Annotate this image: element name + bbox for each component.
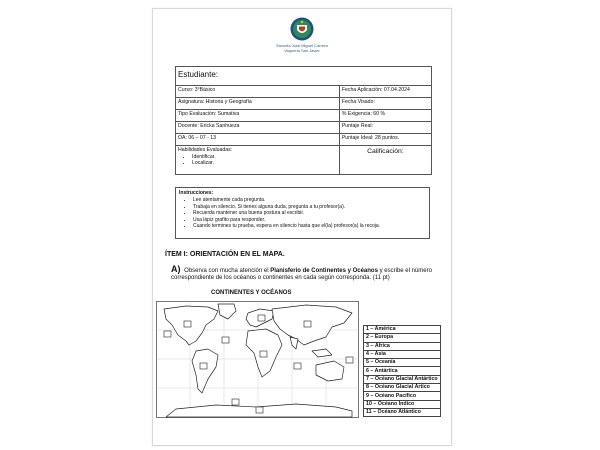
exigencia-cell: % Exigencia: 60 %	[339, 110, 431, 122]
school-location: Vaqueria San Javier	[284, 48, 320, 53]
legend-item: 10 – Océano Índico	[364, 400, 441, 408]
legend-item: 7 – Océano Glacial Antártico	[364, 375, 441, 383]
legend-table	[363, 325, 441, 417]
habilidad-item: • Localizar.	[192, 160, 337, 166]
answer-box	[260, 351, 267, 357]
habilidades-cell	[176, 146, 340, 175]
instructions-title: Instrucciones:	[179, 190, 214, 196]
curso-cell: Curso: 3°Básico	[176, 86, 340, 98]
legend-item: 11 – Océano Atlántico	[364, 408, 441, 416]
answer-box	[256, 407, 263, 413]
legend-item: 6 – Antártica	[364, 367, 441, 375]
answer-box	[258, 315, 265, 321]
puntaje-real-cell: Puntaje Real:	[339, 122, 431, 134]
legend-item: 1 – América	[364, 326, 441, 334]
item-title: ÍTEM I: ORIENTACIÓN EN EL MAPA.	[165, 251, 285, 258]
instruction-item: • Usa lápiz grafito para responder.	[193, 217, 426, 224]
asignatura-cell: Asignatura: Historia y Geografía	[176, 98, 340, 110]
answer-box	[184, 321, 191, 327]
school-crest-icon	[290, 17, 314, 41]
map-title: CONTINENTES Y OCÉANOS	[211, 290, 292, 296]
instructions-box	[175, 187, 430, 239]
legend-item: 2 – Europa	[364, 334, 441, 342]
calificacion-label: Calificación:	[367, 148, 404, 155]
question-text-after: y escribe el número correspondiente de los océanos o continentes en cada según corresponda. (11 pt)	[171, 268, 432, 282]
tipo-evaluacion-cell: Tipo Evaluación: Sumativa	[176, 110, 340, 122]
student-info-table	[175, 66, 432, 175]
exam-page	[152, 8, 452, 446]
habilidad-item: • Identificar.	[192, 154, 337, 160]
legend-item: 9 – Océano Pacífico	[364, 392, 441, 400]
instruction-item: • Cuando termines tu prueba, espera en silencio hasta que el(la) profesor(a) la recoja.	[193, 223, 426, 230]
fecha-aplicacion-cell: Fecha Aplicación: 07.04.2024	[339, 86, 431, 98]
world-map	[156, 301, 359, 418]
answer-box	[346, 357, 353, 363]
question-text-before: Observa con mucha atención el	[184, 268, 269, 274]
question-a	[171, 266, 441, 282]
school-name: Escuela José Miguel Carrera	[276, 43, 328, 48]
question-bold: Planisferio de Continentes y Océanos	[270, 268, 378, 274]
question-letter: A)	[171, 264, 181, 274]
legend-item: 4 – Asia	[364, 350, 441, 358]
answer-box	[200, 363, 207, 369]
estudiante-field[interactable]: Estudiante:	[176, 67, 432, 86]
answer-box	[232, 399, 239, 405]
answer-box	[164, 331, 171, 337]
docente-cell: Docente: Ericka Sanhueza	[176, 122, 340, 134]
answer-box	[304, 321, 311, 327]
answer-box	[222, 337, 229, 343]
answer-box	[294, 363, 301, 369]
legend-item: 8 – Océano Glacial Ártico	[364, 384, 441, 392]
habilidades-label: Habilidades Evaluadas:	[178, 147, 233, 153]
instruction-item: • Recuerda mantener una buena postura al escribir.	[193, 210, 426, 217]
puntaje-ideal-cell: Puntaje Ideal: 28 puntos.	[339, 134, 431, 146]
instruction-item: • Lee atentamente cada pregunta.	[193, 197, 426, 204]
instruction-item: • Trabaja en silencio. Si tienes alguna duda, pregunta a tu profesor(a).	[193, 204, 426, 211]
oa-cell: OA: 06 – 07 - 13	[176, 134, 340, 146]
legend-item: 5 – Oceanía	[364, 359, 441, 367]
calificacion-cell[interactable]	[339, 146, 431, 175]
legend-item: 3 – África	[364, 342, 441, 350]
fecha-visado-cell: Fecha Visado:	[339, 98, 431, 110]
